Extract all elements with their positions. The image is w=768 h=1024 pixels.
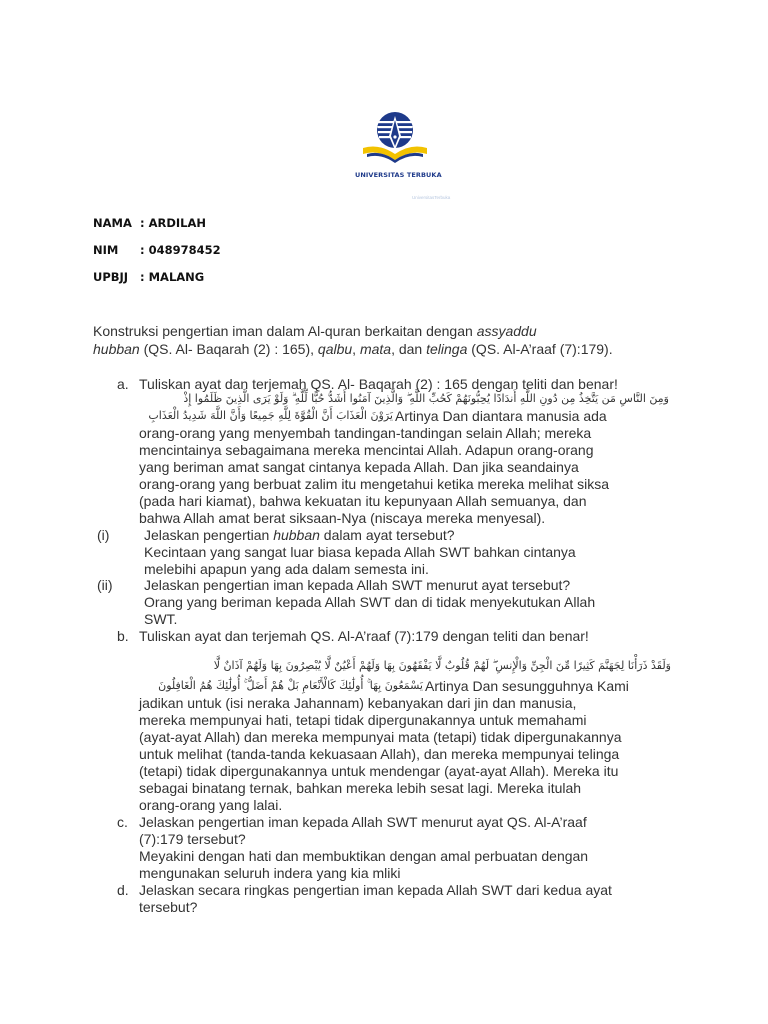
logo-text: UNIVERSITAS TERBUKA — [355, 171, 442, 179]
intro-text: Konstruksi pengertian iman dalam Al-quran berkaitan dengan — [93, 323, 477, 339]
answer-line: bahwa Allah amat berat siksaan-Nya (niscaya mereka menyesal). — [139, 510, 546, 526]
question-text: Jelaskan pengertian iman kepada Allah SWT menurut ayat QS. Al-A’raaf — [139, 814, 587, 830]
answer-line: yang beriman amat sangat cintanya kepada Allah. Dan jika seandainya — [139, 459, 579, 475]
intro-line-1 — [93, 323, 537, 340]
intro-text: (QS. Al- Baqarah (2) : 165), — [139, 341, 318, 357]
intro-italic: telinga — [426, 341, 468, 357]
question-text: tersebut? — [139, 899, 198, 915]
answer-line: Artinya Dan sesungguhnya Kami — [425, 678, 629, 694]
answer-line: Kecintaan yang sangat luar biasa kepada Allah SWT bahkan cintanya — [144, 544, 576, 560]
answer-line: jadikan untuk (isi neraka Jahannam) kebanyakan dari jin dan manusia, — [139, 695, 577, 711]
answer-line: Artinya Dan diantara manusia ada — [395, 408, 607, 424]
answer-line: sebagai binatang ternak, bahkan mereka lebih sesat lagi. Mereka itulah — [139, 780, 582, 796]
identity-value: : 048978452 — [140, 243, 221, 257]
intro-text: , — [352, 341, 360, 357]
identity-value: : MALANG — [140, 270, 205, 284]
arabic-verse-line: يَسْمَعُونَ بِهَا ۚ أُولَٰئِكَ كَالْأَنْعَامِ بَلْ هُمْ أَضَلُّ ۚ أُولَٰئِكَ هُمُ الْغَافِلُونَ — [158, 679, 423, 692]
identity-label: UPBJJ — [93, 270, 129, 284]
intro-text: (QS. Al-A’raaf (7):179). — [467, 341, 613, 357]
answer-line: untuk melihat (tanda-tanda kekuasaan Allah), dan mereka mempunyai telinga — [139, 746, 620, 762]
question-text: (7):179 tersebut? — [139, 831, 246, 847]
intro-italic: qalbu — [317, 341, 353, 357]
question-part: Jelaskan pengertian — [144, 527, 274, 543]
identity-value: : ARDILAH — [140, 216, 207, 230]
intro-italic: mata — [359, 341, 392, 357]
university-emblem-icon — [355, 110, 435, 170]
item-marker: (i) — [97, 527, 110, 543]
question-italic: hubban — [273, 527, 320, 543]
item-marker: b. — [117, 628, 129, 644]
answer-line: (tetapi) tidak dipergunakannya untuk mendengar (ayat-ayat Allah). Mereka itu — [139, 763, 619, 779]
item-marker: (ii) — [97, 577, 113, 593]
question-part: dalam ayat tersebut? — [319, 527, 455, 543]
question-text: Tuliskan ayat dan terjemah QS. Al-A’raaf (7):179 dengan teliti dan benar! — [139, 628, 589, 644]
intro-line-2 — [93, 341, 613, 358]
answer-line: Meyakini dengan hati dan membuktikan dengan amal perbuatan dengan — [139, 848, 589, 864]
item-marker: c. — [117, 814, 128, 830]
answer-line: melebihi apapun yang ada dalam semesta ini. — [144, 561, 429, 577]
answer-line: mereka mempunyai hati, tetapi tidak dipergunakannya untuk memahami — [139, 712, 587, 728]
question-text: Jelaskan secara ringkas pengertian iman kepada Allah SWT dari kedua ayat — [139, 882, 612, 898]
item-marker: d. — [117, 882, 129, 898]
answer-line: Orang yang beriman kepada Allah SWT dan di tidak menyekutukan Allah — [144, 594, 596, 610]
answer-line: SWT. — [144, 611, 178, 627]
university-logo — [355, 110, 442, 179]
intro-italic: hubban — [93, 341, 140, 357]
item-marker: a. — [117, 376, 129, 392]
question-text — [144, 527, 455, 544]
intro-text: , dan — [391, 341, 427, 357]
identity-label: NAMA — [93, 216, 132, 230]
answer-line: orang-orang yang berbuat zalim itu mengetahui ketika mereka melihat siksa — [139, 476, 610, 492]
answer-line: (ayat-ayat Allah) dan mereka mempunyai mata (tetapi) tidak dipergunakannya — [139, 729, 622, 745]
answer-line: orang-orang yang menyembah tandingan-tandingan selain Allah; mereka — [139, 425, 592, 441]
answer-line: mencintainya sebagaimana mereka mencintai Allah. Adapun orang-orang — [139, 442, 594, 458]
question-text: Jelaskan pengertian iman kepada Allah SWT menurut ayat tersebut? — [144, 577, 571, 593]
intro-italic: assyaddu — [476, 323, 537, 339]
answer-line: mengunakan seluruh indera yang kia mliki — [139, 865, 401, 881]
question-text: Tuliskan ayat dan terjemah QS. Al- Baqarah (2) : 165 dengan teliti dan benar! — [139, 376, 618, 392]
arabic-verse-line: وَلَقَدْ ذَرَأْنَا لِجَهَنَّمَ كَثِيرًا مِّنَ الْجِنِّ وَالْإِنسِ ۖ لَهُمْ قُلُوبٌ لَّا يَفْقَهُونَ بِهَا وَلَهُمْ أَعْيُنٌ لَّا يُبْصِرُونَ بِهَا وَلَهُمْ آذَانٌ لَّا — [213, 659, 671, 672]
answer-line: (pada hari kiamat), bahwa kekuatan itu kepunyaan Allah semuanya, dan — [139, 493, 587, 509]
logo-subtext: UniversitasTerbuka — [412, 195, 451, 200]
arabic-verse-line: يَرَوْنَ الْعَذَابَ أَنَّ الْقُوَّةَ لِلَّهِ جَمِيعًا وَأَنَّ اللَّهَ شَدِيدُ الْعَذَابِ — [148, 409, 393, 422]
answer-line: orang-orang yang lalai. — [139, 797, 283, 813]
identity-label: NIM — [93, 243, 119, 257]
arabic-verse-line: وَمِنَ النَّاسِ مَن يَتَّخِذُ مِن دُونِ اللَّهِ أَندَادًا يُحِبُّونَهُمْ كَحُبِّ اللَّهِ ۖ وَالَّذِينَ آمَنُوا أَشَدُّ حُبًّا لِّلَّهِ ۗ وَلَوْ يَرَى الَّذِينَ ظَلَمُوا إِذْ — [183, 392, 669, 405]
